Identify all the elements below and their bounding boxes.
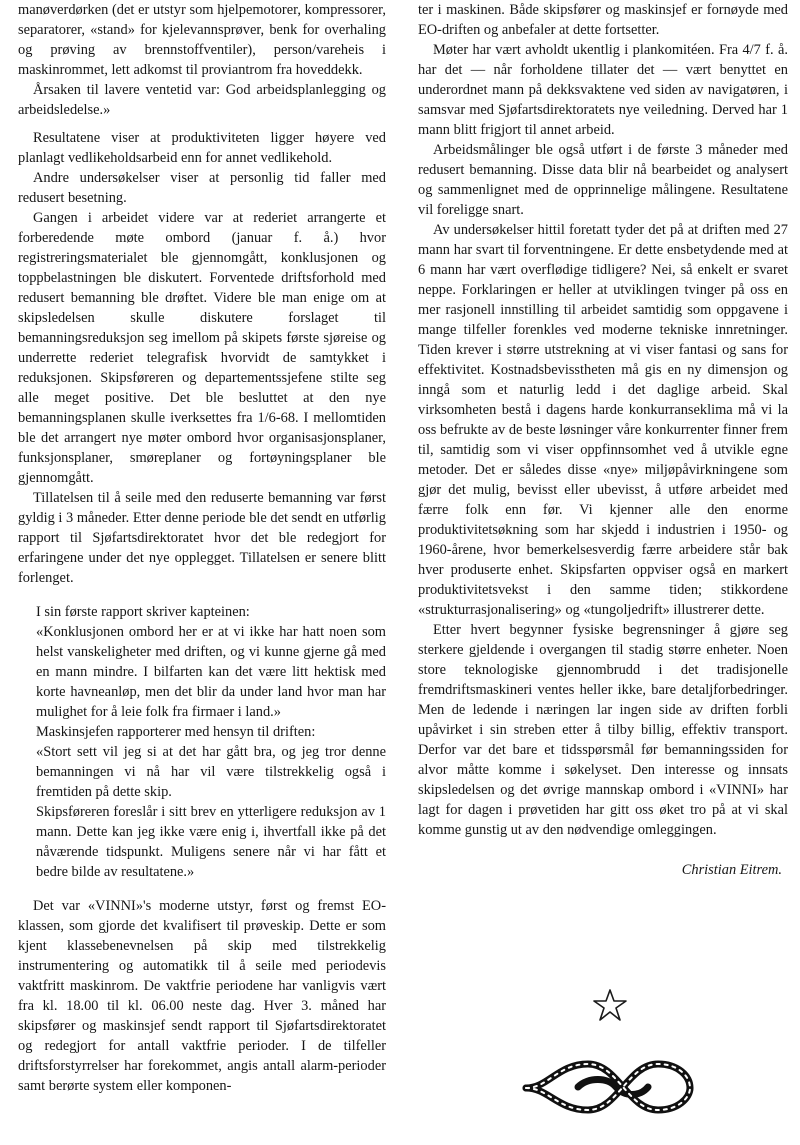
- star-ornament-icon: [592, 988, 628, 1022]
- paragraph: Resultatene viser at produktiviteten ligger høyere ved planlagt vedlikeholdsarbeid enn for annet vedlikehold.: [18, 130, 386, 166]
- paragraph: manøverdørken (det er utstyr som hjelpemotorer, kompressorer, separatorer, «stand» for kjelevannsprøver, benk for overhaling og prøving av brennstoffventiler), person/vareheis i maskinrommet, lett adkomst til proviantrom fra hoveddekk.: [18, 2, 386, 78]
- captain-quote: «Konklusjonen ombord her er at vi ikke har hatt noen som helst vanskeligheter med driften, og vi kunne gjerne gå med en mann mindre. I bilfarten kan det være litt hektisk med korte havneanløp, men det blir da under land hvor man har mulighet for å leie folk fra firmaer i land.»: [36, 624, 386, 720]
- quote-intro: Maskinsjefen rapporterer med hensyn til driften:: [36, 724, 316, 740]
- paragraph: Arbeidsmålinger ble også utført i de første 3 måneder med redusert bemanning. Disse data blir nå bearbeidet og analysert og sammenlignet med de opprinnelige målingene. Resultatene vil foreligge snart.: [418, 142, 788, 218]
- paragraph: Årsaken til lavere ventetid var: God arbeidsplanlegging og arbeidsledelse.»: [18, 82, 386, 118]
- paragraph: Av undersøkelser hittil foretatt tyder det på at driften med 27 mann har svart til forventningene. Er dette ensbetydende med at 6 mann har vært overflødige tidligere? Nei, så enkelt er svaret neppe. Forklaringen er heller at utviklingen tvinger på oss en mer rasjonell innstilling til arbeidet samtidig som oppgavene i mange tilfeller forenkles ved moderne tekniske innretninger. Tiden krever i større utstrekning at vi viser fantasi og sans for effektivitet. Kostnadsbevisstheten må gis en ny dimensjon og inngå som et naturlig ledd i det daglige arbeid. Skal virksomheten bestå i dagens harde konkurranseklima må vi la oss befrukte av de beste løsninger våre konkurrenter finner frem til, samtidig som vi viser oppfinnsomhet ved å utvikle egne metoder. Det er således disse «nye» miljøpåvirkningene som gjør det mulig, bevisst eller ubevisst, å utføre arbeidet med færre folk enn før. Vi kjenner alle den enorme produktivitetsøkning som har skjedd i industrien i 1950- og 1960-årene, hvor bemerkelsesverdig færre arbeidere står bak hver produserte enhet. Skipsfarten oppviser også en markert produktivitetsvekst i den samme tiden; stikkordene «strukturrasjonalisering» og «tungoljedrift» illustrerer dette.: [418, 222, 788, 618]
- chief-engineer-quote-cont: Skipsføreren foreslår i sitt brev en ytterligere reduksjon av 1 mann. Dette kan jeg ikke være enig i, ihvertfall ikke på det nåværende tidspunkt. Muligens senere når vi har fått et bedre bilde av resultatene.»: [36, 804, 386, 880]
- quote-intro: I sin første rapport skriver kapteinen:: [36, 604, 250, 620]
- paragraph: Møter har vært avholdt ukentlig i plankomitéen. Fra 4/7 f. å. har det — når forholdene tillater det — vært benyttet en underordnet mann på dekksvaktene ved siden av navigatøren, i samsvar med Sjøfartsdirektoratets nye veiledning. Derved har 1 mann blitt frigjort til annet arbeid.: [418, 42, 788, 138]
- paragraph: Det var «VINNI»'s moderne utstyr, først og fremst EO-klassen, som gjorde det kvalifisert til prøveskip. Dette er som kjent klassebenevnelsen på skip med tilstrekkelig instrumentering og automatikk til å seile med periodevis vaktfritt maskinrom. De vaktfrie periodene har vanligvis vært fra kl. 18.00 til kl. 06.00 neste dag. Hver 3. måned har skipsfører og maskinsjef sendt rapport til Sjøfartsdirektoratet og redegjort for antall vaktfrie perioder. I de tilfeller driftsforstyrrelser har forekommet, angis antall alarm-perioder samt berørte system eller komponen-: [18, 898, 386, 1094]
- paragraph: Andre undersøkelser viser at personlig tid faller med redusert besetning.: [18, 170, 386, 206]
- quoted-reports: [36, 602, 386, 882]
- paragraph: Etter hvert begynner fysiske begrensninger å gjøre seg sterkere gjeldende i overgangen til stadig større enheter. Noen store teknologiske gjennombrudd i det tradisjonelle fremdriftsmaskineri ventes heller ikke, bare detaljforbedringer. Men de ledende i næringen lar ingen side av driften forbli upåvirket i sin streben etter å tilby billig, effektiv transport. Derfor var det bare et tidsspørsmål før bemanningssiden for alvor måtte komme i søkelyset. Den interesse og innsats skipsledelsen og det øvrige mannskap ombord i «VINNI» har lagt for dagen i prøvetiden har gitt oss øket tro på at vi skal komme gunstig ut av den nødvendige omleggingen.: [418, 622, 788, 838]
- chief-engineer-quote: «Stort sett vil jeg si at det har gått bra, og jeg tror denne bemanningen vi nå har vil være tilstrekkelig også i fremtiden på dette skip.: [36, 744, 386, 800]
- right-column: [418, 0, 788, 880]
- author-signature: Christian Eitrem.: [681, 862, 782, 878]
- paragraph: Tillatelsen til å seile med den reduserte bemanning var først gyldig i 3 måneder. Etter denne periode ble det sendt en utførlig rapport til Sjøfartsdirektoratet hvor det ble redegjort for erfaringene under det nye opplegget. Tillatelsen er senere blitt forlenget.: [18, 490, 386, 586]
- rope-knot-ornament-icon: [518, 1052, 698, 1122]
- paragraph: ter i maskinen. Både skipsfører og maskinsjef er fornøyde med EO-driften og anbefaler at dette fortsetter.: [418, 2, 788, 38]
- paragraph: Gangen i arbeidet videre var at rederiet arrangerte et forberedende møte ombord (januar f. å.) hvor registreringsmaterialet ble gjennomgått, konklusjonen og toppbelastningen ble diskutert. Forventede driftsforhold med redusert bemanning ble drøftet. Videre ble man enige om at skipsledelsen skulle diskutere forslaget til bemanningsreduksjon seg imellom på skipets første sjøreise og underrette rederiet telegrafisk hvorvidt de samtykket i reduksjonen. Skipsføreren og departementssjefene stilte seg alle meget positive. Det ble besluttet at den nye bemanningsplanen skulle iverksettes fra 1/6-68. I mellomtiden ble det arrangert nye møter ombord hvor organisasjonsplaner, funksjonsplaner, smøreplaner og fortøyningsplaner ble gjennomgått.: [18, 210, 386, 486]
- left-column: [18, 0, 386, 1096]
